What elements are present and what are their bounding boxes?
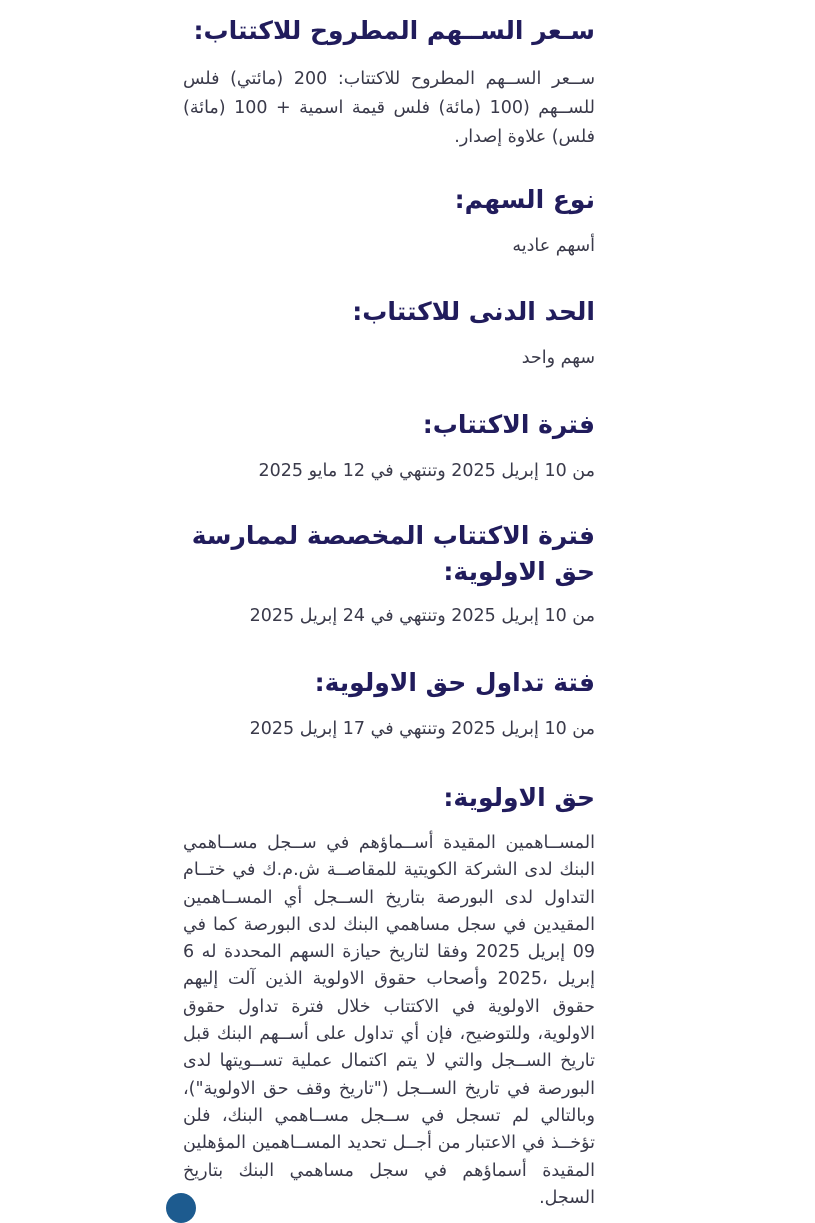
section-body-share-type: أسهم عاديه — [512, 236, 595, 256]
floating-action-button[interactable] — [166, 1193, 196, 1223]
section-body-subscription-period: من 10 إبريل 2025 وتنتهي في 12 مايو 2025 — [258, 461, 595, 481]
section-minimum-subscription — [183, 261, 595, 373]
document-content — [183, 0, 595, 1212]
section-title-priority-right: حق الاولوية: — [443, 783, 595, 812]
section-subscription-period — [183, 373, 595, 486]
section-priority-subscription-period — [183, 486, 595, 631]
section-body-priority-subscription-period: من 10 إبريل 2025 وتنتهي في 24 إبريل 2025 — [249, 606, 595, 626]
section-priority-right — [183, 744, 595, 1212]
section-priority-trading-period — [183, 631, 595, 744]
section-title-offer-price: سـعر الســهم المطروح للاكتتاب: — [193, 16, 595, 45]
section-offer-price — [183, 0, 595, 152]
section-body-priority-trading-period: من 10 إبريل 2025 وتنتهي في 17 إبريل 2025 — [249, 719, 595, 739]
section-title-priority-subscription-period: فترة الاكتتاب المخصصة لممارسة حق الاولوية: — [191, 521, 595, 586]
section-title-minimum-subscription: الحد الدنى للاكتتاب: — [352, 297, 595, 326]
section-body-offer-price: ســعر الســهم المطروح للاكتتاب: 200 (مائتي) فلس للســهم (100 (مائة) فلس قيمة اسمية + 100 (مائة) فلس) علاوة إصدار. — [183, 69, 595, 147]
section-title-priority-trading-period: فتة تداول حق الاولوية: — [314, 668, 595, 697]
section-share-type — [183, 152, 595, 261]
section-title-subscription-period: فترة الاكتتاب: — [422, 410, 595, 439]
section-body-priority-right: المســاهمين المقيدة أســماؤهم في ســجل مســاهمي البنك لدى الشركة الكويتية للمقاصــة ش.م.ك في ختــام التداول لدى البورصة بتاريخ الســجل أي المســاهمين المقيدين في سجل مساهمي البنك لدى البورصة كما في 09 إبريل 2025 وفقا لتاريخ حيازة السهم المحددة له 6 إبريل ،2025 وأصحاب حقوق الاولوية الذين آلت إليهم حقوق الاولوية في الاكتتاب خلال فترة تداول حقوق الاولوية، وللتوضيح، فإن أي تداول على أســهم البنك قبل تاريخ الســجل والتي لا يتم اكتمال عملية تســويتها لدى البورصة في تاريخ الســجل ("تاريخ وقف حق الاولوية")، وبالتالي لم تسجل في ســجل مســاهمي البنك، فلن تؤخــذ في الاعتبار من أجــل تحديد المســاهمين المؤهلين المقيدة أسماؤهم في سجل مساهمي البنك بتاريخ السجل. — [183, 833, 595, 1208]
section-title-share-type: نوع السهم: — [454, 185, 595, 214]
section-body-minimum-subscription: سهم واحد — [521, 348, 595, 368]
